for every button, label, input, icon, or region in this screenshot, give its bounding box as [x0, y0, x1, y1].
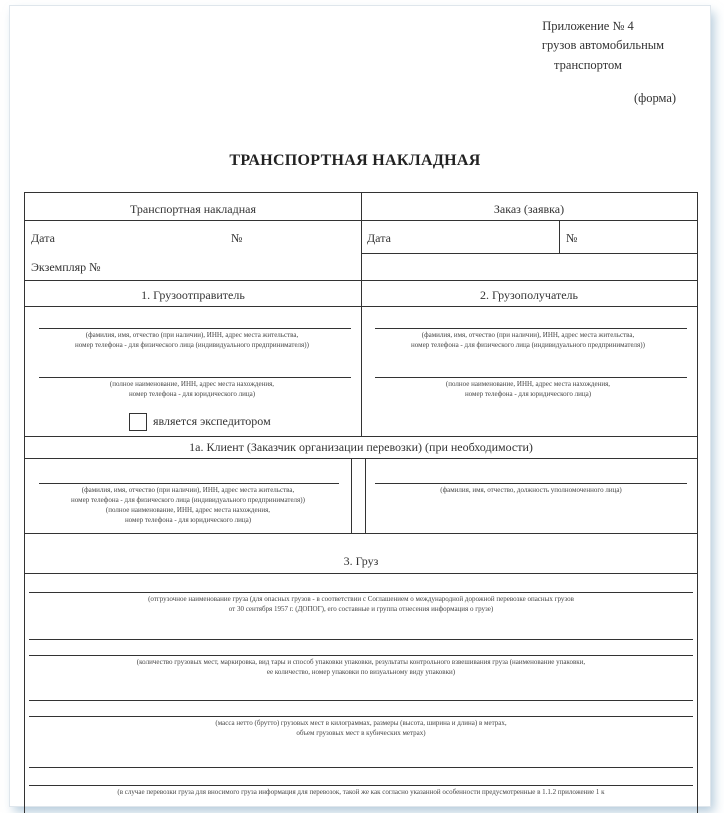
cargo-hint-3a: (масса нетто (брутто) грузовых мест в килограммах, размеры (высота, ширина и длина) в метрах,: [215, 719, 507, 727]
divider: [559, 220, 560, 253]
divider: [361, 253, 697, 254]
expeditor-checkbox[interactable]: [129, 413, 147, 431]
document-title: ТРАНСПОРТНАЯ НАКЛАДНАЯ: [229, 152, 481, 169]
cargo-hint-3b: объем грузовых мест в кубических метрах): [296, 729, 426, 737]
order-number-label: №: [566, 231, 578, 245]
divider: [25, 573, 697, 574]
divider: [25, 458, 697, 459]
order-header: Заказ (заявка): [493, 202, 565, 216]
expeditor-label: является экспедитором: [153, 414, 271, 428]
divider: [365, 458, 366, 533]
divider: [25, 436, 697, 437]
cargo-fill-line: [29, 785, 693, 786]
client-fill-line: [39, 483, 339, 484]
shipper-fill-line: [39, 377, 351, 378]
shipper-hint-2b: номер телефона - для юридического лица): [128, 390, 256, 398]
form-label: (форма): [633, 91, 677, 105]
consignee-fill-line: [375, 328, 687, 329]
client-hint-2: номер телефона - для физического лица (индивидуального предпринимателя)): [71, 496, 305, 504]
divider: [25, 306, 697, 307]
shipper-header: 1. Грузоотправитель: [141, 288, 245, 302]
consignee-hint-1a: (фамилия, имя, отчество (при наличии), ИНН, адрес места жительства,: [421, 331, 635, 339]
client-header: 1а. Клиент (Заказчик организации перевозки) (при необходимости): [189, 440, 533, 454]
appendix-rules-line: грузов автомобильным: [541, 38, 665, 52]
client-fill-line: [375, 483, 687, 484]
divider: [25, 220, 697, 221]
consignee-hint-2a: (полное наименование, ИНН, адрес места нахождения,: [445, 380, 611, 388]
divider: [351, 458, 352, 533]
copy-number-label: Экземпляр №: [31, 260, 101, 274]
cargo-fill-line: [29, 639, 693, 640]
document-sheet: [10, 6, 710, 806]
order-date-label: Дата: [367, 231, 391, 245]
consignee-hint-2b: номер телефона - для юридического лица): [464, 390, 592, 398]
shipper-hint-2a: (полное наименование, ИНН, адрес места нахождения,: [109, 380, 275, 388]
consignee-fill-line: [375, 377, 687, 378]
waybill-number-label: №: [231, 231, 243, 245]
cargo-fill-line: [29, 716, 693, 717]
cargo-hint-1b: от 30 сентября 1957 г. (ДОПОГ), его составные и группа отнесения информация о грузе): [228, 605, 494, 613]
client-hint-right: (фамилия, имя, отчество, должность уполномоченного лица): [440, 486, 622, 494]
waybill-date-label: Дата: [31, 231, 55, 245]
waybill-header: Транспортная накладная: [130, 202, 256, 216]
shipper-hint-1a: (фамилия, имя, отчество (при наличии), ИНН, адрес места жительства,: [85, 331, 299, 339]
cargo-fill-line: [29, 767, 693, 768]
cargo-hint-1a: (отгрузочное наименование груза (для опасных грузов - в соответствии с Соглашением о международной дорожной перевозке опасных грузов: [148, 595, 574, 603]
cargo-hint-2b: ее количество, номер упаковки по визуальному виду упаковки): [266, 668, 456, 676]
divider: [361, 193, 362, 280]
client-hint-4: номер телефона - для юридического лица): [124, 516, 252, 524]
cargo-hint-2a: (количество грузовых мест, маркировка, вид тары и способ упаковки упаковки, результаты контрольного взвешивания груза (наименование упаковки,: [136, 658, 586, 666]
cargo-header: 3. Груз: [343, 554, 379, 568]
cargo-fill-line: [29, 655, 693, 656]
client-hint-3: (полное наименование, ИНН, адрес места нахождения,: [105, 506, 271, 514]
cargo-hint-4: (в случае перевозки груза для вносимого груза информация для перевозок, такой же как согласно указанной особенности предусмотренные в 1.1.2 приложение 1 к: [117, 788, 605, 796]
shipper-fill-line: [39, 328, 351, 329]
divider: [25, 533, 697, 534]
appendix-transport-line: транспортом: [554, 58, 622, 72]
divider: [361, 280, 362, 436]
client-hint-1: (фамилия, имя, отчество (при наличии), ИНН, адрес места жительства,: [81, 486, 295, 494]
consignee-header: 2. Грузополучатель: [479, 288, 579, 302]
shipper-hint-1b: номер телефона - для физического лица (индивидуального предпринимателя)): [75, 341, 309, 349]
appendix-label: Приложение № 4: [542, 19, 634, 33]
consignee-hint-1b: номер телефона - для физического лица (индивидуального предпринимателя)): [411, 341, 645, 349]
waybill-form: [24, 192, 698, 813]
cargo-fill-line: [29, 592, 693, 593]
cargo-fill-line: [29, 700, 693, 701]
